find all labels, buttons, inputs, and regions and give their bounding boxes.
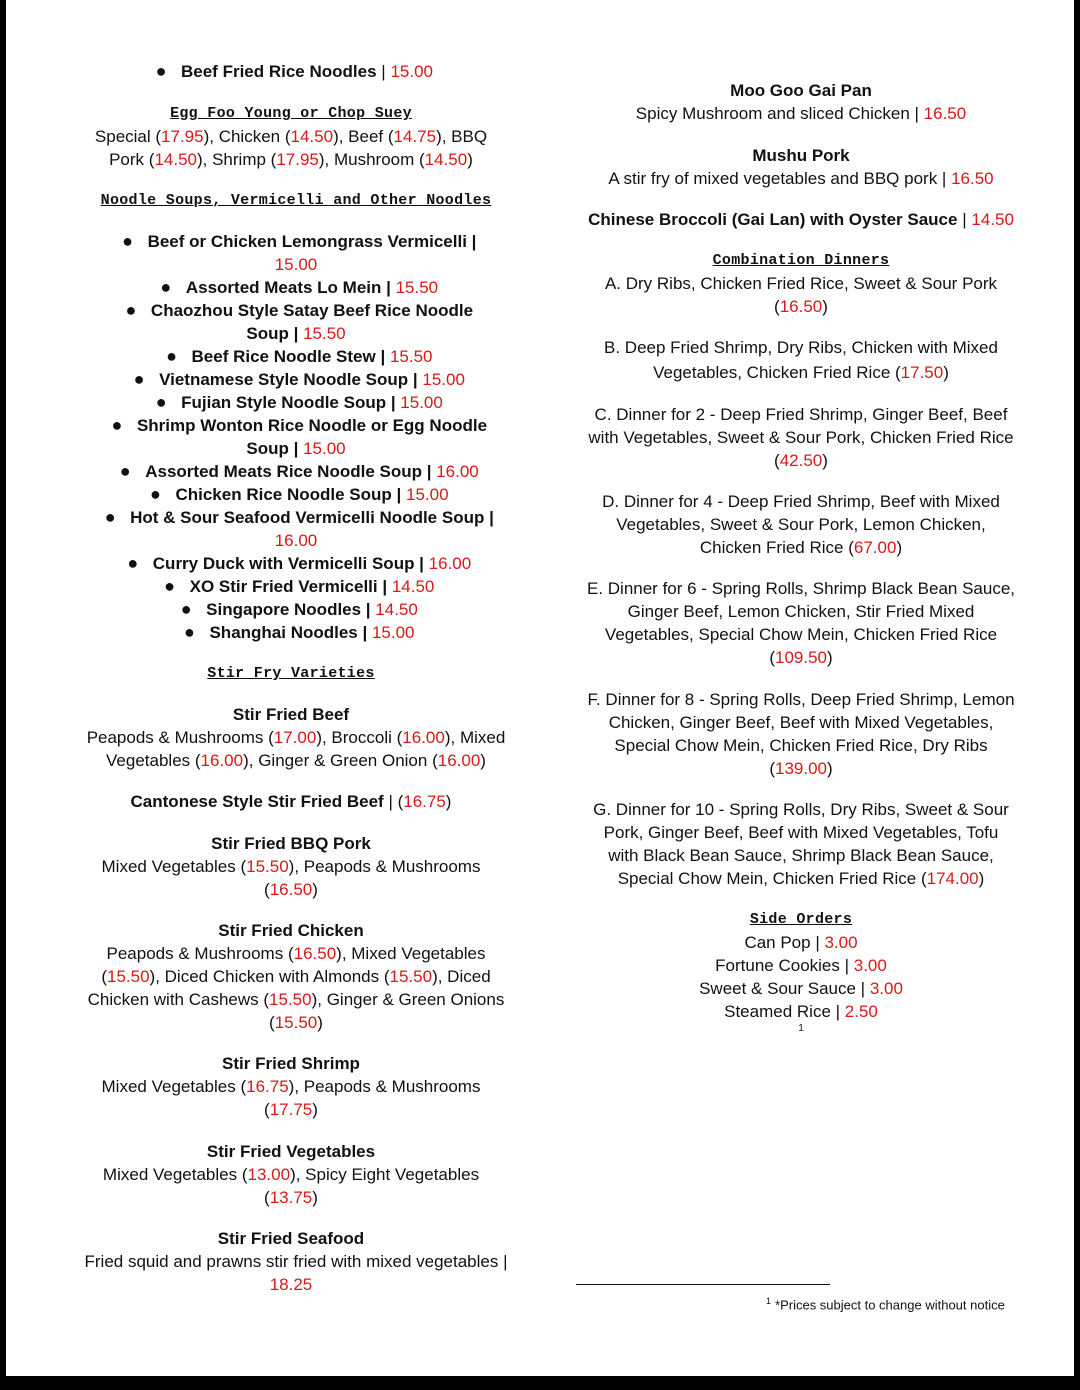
- item-name: Shanghai Noodles |: [209, 623, 368, 642]
- stir-fried-shrimp-options: [64, 1075, 518, 1098]
- price: 14.75: [393, 127, 437, 146]
- price: 14.50: [290, 127, 334, 146]
- price: 16.00: [437, 751, 481, 770]
- price: 14.50: [971, 210, 1014, 229]
- text: Steamed Rice |: [724, 1002, 845, 1021]
- stir-fried-chicken-options: [44, 942, 548, 965]
- stir-fried-vegetables-options: [64, 1186, 518, 1209]
- noodle-menu-item: [34, 391, 558, 414]
- text: (: [264, 880, 270, 899]
- price: 15.50: [246, 857, 289, 876]
- price: 15.50: [274, 1013, 318, 1032]
- mushu-pork-desc: [576, 167, 1026, 190]
- price: 17.95: [161, 127, 204, 146]
- text: ): [312, 880, 318, 899]
- noodle-menu-item: [34, 483, 558, 506]
- text: Special Chow Mein, Chicken Fried Rice, Dry Ribs: [614, 736, 988, 755]
- text: with Black Bean Sauce, Shrimp Black Bean Sauce,: [608, 846, 994, 865]
- noodle-menu-item-continued: [34, 437, 558, 460]
- noodle-menu-item: [34, 276, 558, 299]
- text: (: [264, 1188, 270, 1207]
- moo-goo-gai-pan-title: Moo Goo Gai Pan: [730, 81, 872, 100]
- text: ): [467, 150, 473, 169]
- noodle-menu-item: [34, 575, 558, 598]
- price: 15.50: [303, 324, 346, 343]
- text: Spicy Mushroom and sliced Chicken |: [635, 104, 924, 123]
- price: 3.00: [824, 933, 858, 952]
- text: |: [957, 210, 972, 229]
- combo-b: [576, 361, 1026, 384]
- stir-fried-beef-options: [34, 749, 558, 772]
- noodle-menu-item: [34, 460, 558, 483]
- combo-c: [576, 449, 1026, 472]
- price: 16.00: [431, 462, 479, 481]
- text: A stir fry of mixed vegetables and BBQ pork |: [608, 169, 952, 188]
- text: ), Beef (: [333, 127, 394, 146]
- noodle-menu-item-continued: [34, 322, 558, 345]
- text: Vegetables, Chicken Fried Rice (: [653, 363, 901, 382]
- text: E. Dinner for 6 - Spring Rolls, Shrimp Black Bean Sauce,: [586, 579, 1016, 598]
- price: 17.00: [273, 728, 317, 747]
- item-name: Beef or Chicken Lemongrass Vermicelli |: [147, 232, 477, 251]
- combo-d: [576, 536, 1026, 559]
- combo-g: [576, 867, 1026, 890]
- text: (: [769, 648, 775, 667]
- text: Peapods & Mushrooms (: [86, 728, 274, 747]
- bullet-icon: ●: [160, 277, 172, 297]
- bullet-icon: ●: [155, 392, 167, 412]
- text: ): [480, 751, 486, 770]
- item-name: Chicken Rice Noodle Soup |: [175, 485, 402, 504]
- combo-c: [576, 403, 1026, 426]
- price: 16.75: [246, 1077, 289, 1096]
- text: Ginger Beef, Lemon Chicken, Stir Fried Mixed: [627, 602, 975, 621]
- price: 17.75: [269, 1100, 313, 1119]
- price: 15.00: [303, 439, 346, 458]
- price: 14.50: [154, 150, 197, 169]
- text: Chicken, Ginger Beef, Beef with Mixed Vegetables,: [608, 713, 994, 732]
- item-name: Assorted Meats Rice Noodle Soup |: [145, 462, 432, 481]
- page-number: 1: [798, 1023, 804, 1034]
- mushu-pork-title: Mushu Pork: [752, 146, 850, 165]
- price: 3.00: [853, 956, 887, 975]
- price: 139.00: [775, 759, 827, 778]
- price: 15.50: [107, 967, 150, 986]
- combo-b: [576, 336, 1026, 359]
- item-name: Soup |: [246, 324, 304, 343]
- text: ): [822, 451, 828, 470]
- bullet-icon: ●: [127, 553, 139, 573]
- stir-fried-vegetables-title: Stir Fried Vegetables: [206, 1142, 376, 1161]
- text: Chicken with Cashews (: [87, 990, 270, 1009]
- text: Special (: [94, 127, 162, 146]
- combo-c: [576, 426, 1026, 449]
- menu-page: [6, 0, 1074, 1376]
- price: 15.50: [269, 990, 312, 1009]
- price: 2.50: [844, 1002, 878, 1021]
- text: Peapods & Mushrooms (: [106, 944, 294, 963]
- text: ): [978, 869, 985, 888]
- text: (: [264, 1100, 270, 1119]
- price: 15.50: [390, 278, 439, 297]
- footnote-text: *Prices subject to change without notice: [775, 1297, 1005, 1313]
- price: 13.00: [247, 1165, 291, 1184]
- stir-fried-beef-title: Stir Fried Beef: [232, 705, 350, 724]
- item-name: Hot & Sour Seafood Vermicelli Noodle Soup |: [130, 508, 494, 527]
- combo-g: [576, 798, 1026, 821]
- noodle-menu-item: [34, 598, 558, 621]
- price: 15.50: [385, 347, 433, 366]
- text: ), Spicy Eight Vegetables: [290, 1165, 480, 1184]
- footnote-divider: [576, 1284, 830, 1285]
- noodle-menu-item-continued: [34, 253, 558, 276]
- text: Pork (: [109, 150, 155, 169]
- text: ), Diced Chicken with Almonds (: [149, 967, 390, 986]
- price: 16.50: [923, 104, 967, 123]
- price: 13.75: [269, 1188, 313, 1207]
- stir-fried-chicken-options: [44, 1011, 548, 1034]
- text: Special Chow Mein, Chicken Fried Rice (: [617, 869, 927, 888]
- text: ): [896, 538, 903, 557]
- text: Can Pop |: [744, 933, 825, 952]
- item-name: Shrimp Wonton Rice Noodle or Egg Noodle: [136, 416, 488, 435]
- bullet-icon: ●: [184, 622, 195, 642]
- section-heading-combination-dinners: Combination Dinners: [712, 252, 890, 269]
- side-order-item: [576, 931, 1026, 954]
- price: 15.00: [274, 255, 318, 274]
- combo-f: [576, 711, 1026, 734]
- stir-fried-beef-options: [34, 726, 558, 749]
- price: 17.50: [900, 363, 944, 382]
- price: 16.50: [779, 297, 823, 316]
- stir-fried-bbq-pork-options: [64, 855, 518, 878]
- text: with Vegetables, Sweet & Sour Pork, Chicken Fried Rice: [588, 428, 1014, 447]
- price: 16.50: [269, 880, 313, 899]
- text: ): [317, 1013, 323, 1032]
- text: ): [312, 1188, 318, 1207]
- text: (: [101, 967, 107, 986]
- footnote: [766, 1296, 1005, 1312]
- egg-foo-line: [64, 148, 518, 171]
- text: ), Peapods & Mushrooms: [288, 1077, 481, 1096]
- noodle-menu-item: [34, 506, 558, 529]
- text: Vegetables, Special Chow Mein, Chicken Fried Rice: [604, 625, 998, 644]
- price: 174.00: [926, 869, 979, 888]
- noodle-menu-item: [34, 414, 558, 437]
- price: 16.50: [951, 169, 994, 188]
- text: (: [774, 297, 780, 316]
- noodle-menu-item: [34, 299, 558, 322]
- noodle-menu-item: [34, 368, 558, 391]
- price: 18.25: [269, 1275, 313, 1294]
- combo-f: [576, 757, 1026, 780]
- price: 14.50: [424, 150, 468, 169]
- bullet-icon: ●: [180, 599, 192, 619]
- combo-d: [576, 490, 1026, 513]
- stir-fried-seafood-title: Stir Fried Seafood: [217, 1229, 365, 1248]
- text: ), Mushroom (: [318, 150, 425, 169]
- text: ), Ginger & Green Onion (: [243, 751, 438, 770]
- price: 16.00: [402, 728, 445, 747]
- combo-e: [576, 577, 1026, 600]
- noodle-menu-item: [34, 621, 558, 644]
- text: B. Deep Fried Shrimp, Dry Ribs, Chicken with Mixed: [604, 338, 998, 357]
- text: (: [769, 759, 775, 778]
- text: Vegetables, Sweet & Sour Pork, Lemon Chicken,: [616, 515, 986, 534]
- text: Sweet & Sour Sauce |: [699, 979, 870, 998]
- menu-item-chinese-broccoli: [576, 208, 1026, 231]
- bullet-icon: ●: [119, 461, 131, 481]
- text: ): [827, 648, 833, 667]
- item-name: Assorted Meats Lo Mein |: [185, 278, 391, 297]
- price: 42.50: [779, 451, 823, 470]
- combo-e: [576, 600, 1026, 623]
- noodle-menu-item: [34, 552, 558, 575]
- text: A. Dry Ribs, Chicken Fried Rice, Sweet & Sour Pork: [604, 274, 998, 293]
- combo-g: [576, 844, 1026, 867]
- stir-fried-shrimp-title: Stir Fried Shrimp: [222, 1054, 360, 1073]
- text: C. Dinner for 2 - Deep Fried Shrimp, Ginger Beef, Beef: [594, 405, 1008, 424]
- price: 14.50: [370, 600, 418, 619]
- stir-fried-bbq-pork-title: Stir Fried BBQ Pork: [211, 834, 371, 853]
- price: 15.00: [367, 623, 415, 642]
- price: 17.95: [276, 150, 319, 169]
- stir-fried-shrimp-options: [64, 1098, 518, 1121]
- stir-fried-chicken-title: Stir Fried Chicken: [218, 921, 364, 940]
- price: 109.50: [775, 648, 827, 667]
- section-heading-side-orders: Side Orders: [749, 911, 853, 928]
- price: 16.50: [293, 944, 337, 963]
- text: ), Diced: [432, 967, 491, 986]
- combo-a: [576, 295, 1026, 318]
- stir-fried-seafood-price: [64, 1273, 518, 1296]
- combo-e: [576, 646, 1026, 669]
- text: Mixed Vegetables (: [102, 1165, 248, 1184]
- text: ): [822, 297, 828, 316]
- noodle-menu-item: [34, 230, 558, 253]
- stir-fried-chicken-options: [44, 965, 548, 988]
- text: ), Mixed Vegetables: [336, 944, 486, 963]
- text: F. Dinner for 8 - Spring Rolls, Deep Fried Shrimp, Lemon: [587, 690, 1015, 709]
- stir-fried-bbq-pork-options: [64, 878, 518, 901]
- bullet-icon: ●: [125, 300, 137, 320]
- menu-item-beef-fried-rice-noodles: ● Beef Fried Rice Noodles | 15.00: [64, 60, 518, 83]
- noodle-menu-item: [34, 345, 558, 368]
- bullet-icon: ●: [111, 415, 123, 435]
- item-name: Beef Rice Noodle Stew |: [191, 347, 386, 366]
- section-heading-egg-foo-young: Egg Foo Young or Chop Suey: [170, 105, 412, 122]
- combo-g: [576, 821, 1026, 844]
- text: Pork, Ginger Beef, Beef with Mixed Vegetables, Tofu: [603, 823, 999, 842]
- bullet-icon: ●: [133, 369, 145, 389]
- footnote-mark: 1: [766, 1296, 772, 1306]
- text: ), Shrimp (: [196, 150, 277, 169]
- section-heading-noodles: Noodle Soups, Vermicelli and Other Noodles: [100, 192, 492, 209]
- text: Fried squid and prawns stir fried with mixed vegetables |: [84, 1252, 508, 1271]
- combo-e: [576, 623, 1026, 646]
- item-name: Vietnamese Style Noodle Soup |: [159, 370, 418, 389]
- text: Fortune Cookies |: [715, 956, 854, 975]
- section-heading-stir-fry: Stir Fry Varieties: [207, 665, 375, 682]
- price: 15.00: [417, 370, 465, 389]
- bullet-icon: ●: [122, 231, 134, 251]
- bullet-icon: ●: [155, 61, 167, 81]
- text: ): [312, 1100, 318, 1119]
- price: 16.00: [274, 531, 318, 550]
- text: Mixed Vegetables (: [101, 857, 247, 876]
- bullet-icon: ●: [150, 484, 161, 504]
- menu-item-cantonese-beef: Cantonese Style Stir Fried Beef | (16.75): [130, 792, 452, 811]
- price: 14.50: [387, 577, 435, 596]
- text: ), Mixed: [444, 728, 506, 747]
- stir-fried-seafood-desc: [34, 1250, 558, 1273]
- combo-f: [576, 688, 1026, 711]
- item-name: Curry Duck with Vermicelli Soup |: [152, 554, 424, 573]
- text: ), Ginger & Green Onions: [311, 990, 505, 1009]
- price: 15.00: [395, 393, 443, 412]
- text: D. Dinner for 4 - Deep Fried Shrimp, Beef with Mixed: [602, 492, 1000, 511]
- text: ), Broccoli (: [316, 728, 403, 747]
- side-order-item: [576, 1000, 1026, 1023]
- combo-a: [576, 272, 1026, 295]
- text: Vegetables (: [106, 751, 201, 770]
- text: G. Dinner for 10 - Spring Rolls, Dry Ribs, Sweet & Sour: [593, 800, 1009, 819]
- text: (: [774, 451, 780, 470]
- item-name: Singapore Noodles |: [206, 600, 371, 619]
- combo-f: [576, 734, 1026, 757]
- bullet-icon: ●: [164, 576, 176, 596]
- text: ): [827, 759, 833, 778]
- text: ), Peapods & Mushrooms: [288, 857, 481, 876]
- price: 16.00: [423, 554, 472, 573]
- noodle-menu-item-continued: [34, 529, 558, 552]
- item-name: Fujian Style Noodle Soup |: [181, 393, 396, 412]
- price: 67.00: [853, 538, 897, 557]
- text: Mixed Vegetables (: [101, 1077, 247, 1096]
- text: ), Chicken (: [203, 127, 291, 146]
- side-order-item: [576, 977, 1026, 1000]
- text: (: [269, 1013, 275, 1032]
- price: 3.00: [869, 979, 903, 998]
- item-name: Chinese Broccoli (Gai Lan) with Oyster Sauce: [588, 210, 958, 229]
- price: 15.50: [389, 967, 433, 986]
- price: 15.00: [401, 485, 449, 504]
- stir-fried-chicken-options: [44, 988, 548, 1011]
- text: ), BBQ: [436, 127, 488, 146]
- moo-goo-gai-pan-desc: [576, 102, 1026, 125]
- text: ): [943, 363, 949, 382]
- text: Chicken Fried Rice (: [699, 538, 854, 557]
- bullet-icon: ●: [166, 346, 177, 366]
- price: 16.00: [200, 751, 244, 770]
- stir-fried-vegetables-options: [64, 1163, 518, 1186]
- bullet-icon: ●: [104, 507, 116, 527]
- item-name: Soup |: [246, 439, 304, 458]
- egg-foo-line: [64, 125, 518, 148]
- combo-d: [576, 513, 1026, 536]
- item-name: XO Stir Fried Vermicelli |: [189, 577, 388, 596]
- side-order-item: [576, 954, 1026, 977]
- item-name: Chaozhou Style Satay Beef Rice Noodle: [150, 301, 474, 320]
